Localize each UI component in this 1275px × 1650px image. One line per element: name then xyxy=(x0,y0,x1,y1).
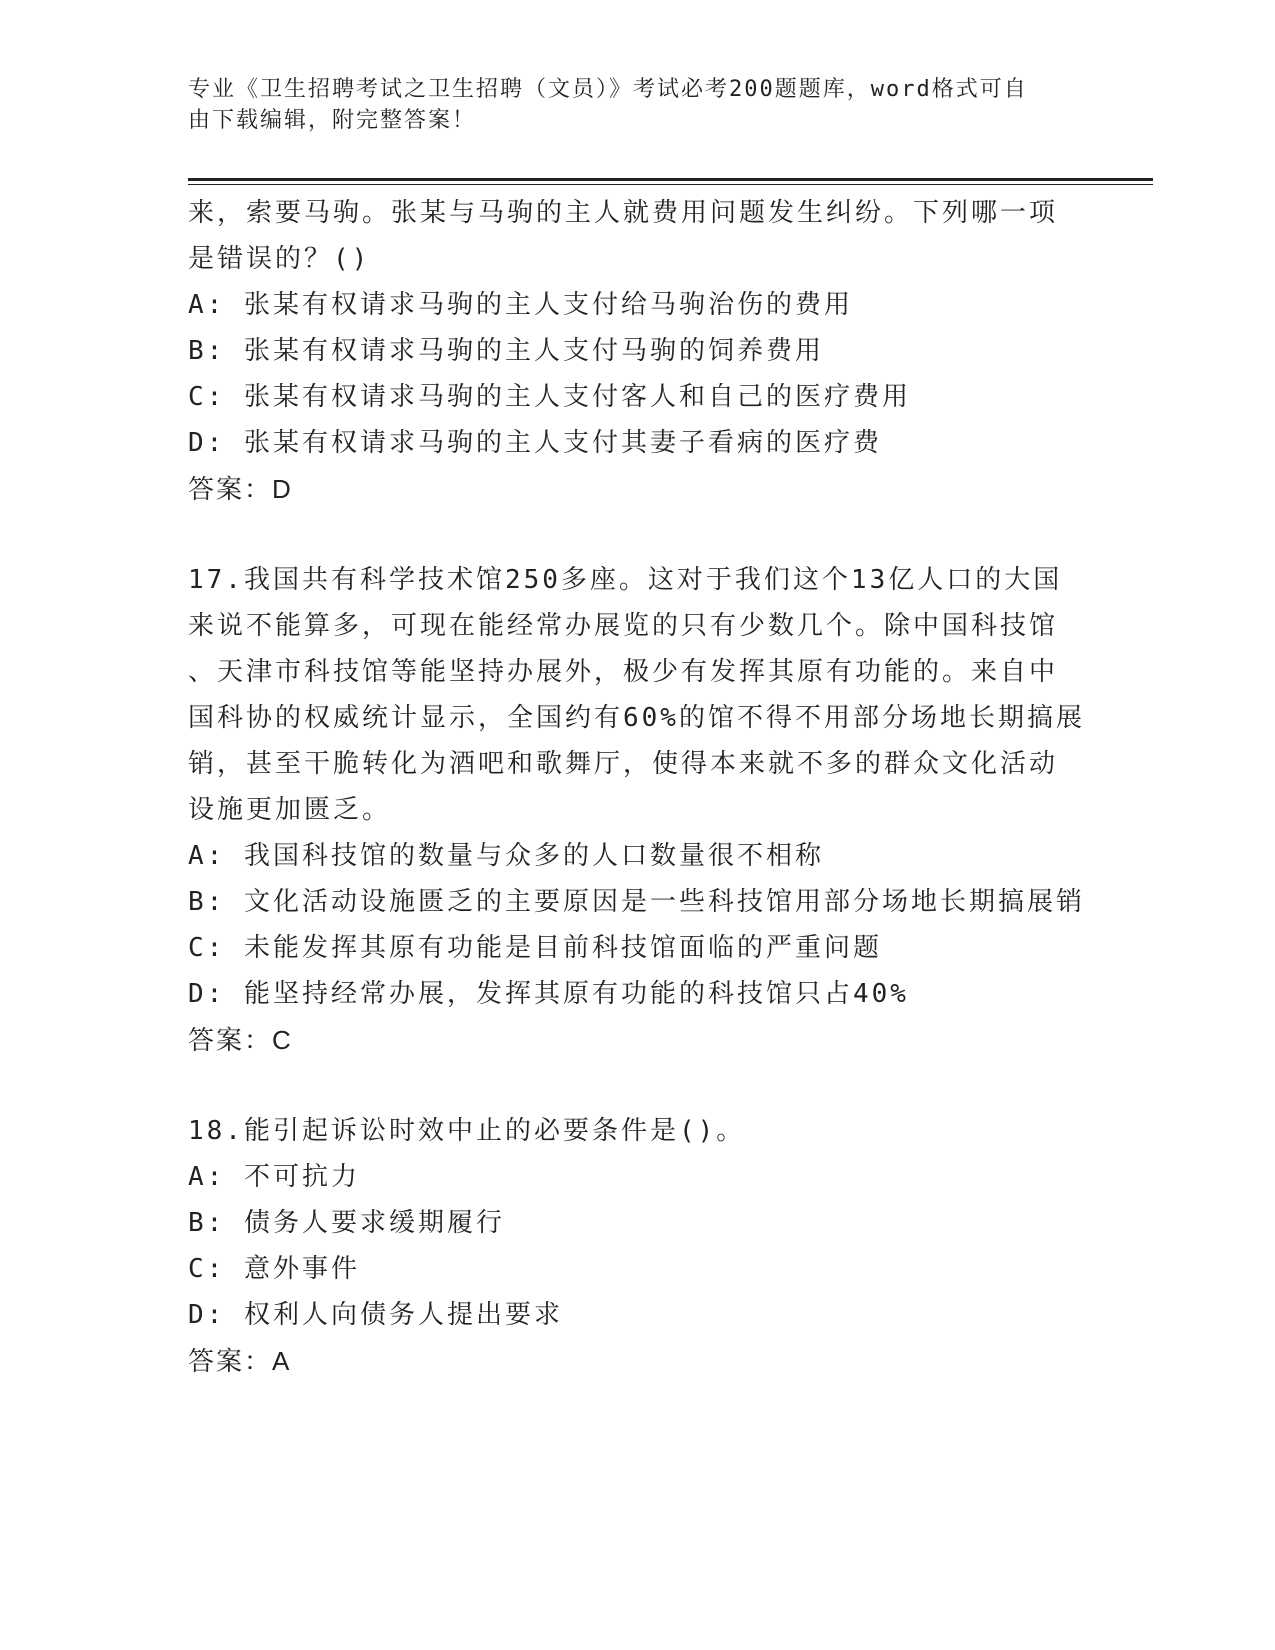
question-16 xyxy=(188,190,1088,512)
header-line-1: 专业《卫生招聘考试之卫生招聘（文员）》考试必考200题题库，word格式可自 xyxy=(188,77,1028,102)
option-a: A: 我国科技馆的数量与众多的人口数量很不相称 xyxy=(188,841,824,871)
option-b: B: 张某有权请求马驹的主人支付马驹的饲养费用 xyxy=(188,336,824,366)
header-line-2: 由下载编辑，附完整答案！ xyxy=(188,108,477,133)
option-c: C: 未能发挥其原有功能是目前科技馆面临的严重问题 xyxy=(188,933,882,963)
document-header xyxy=(188,74,1078,136)
option-d: D: 权利人向债务人提出要求 xyxy=(188,1300,563,1330)
answer-line: 答案：D xyxy=(188,474,293,504)
question-content xyxy=(188,190,1088,1384)
question-stem-line: 国科协的权威统计显示，全国约有60%的馆不得不用部分场地长期搞展 xyxy=(188,703,1085,733)
question-stem-line: 18.能引起诉讼时效中止的必要条件是()。 xyxy=(188,1116,746,1146)
question-stem-line: 来，索要马驹。张某与马驹的主人就费用问题发生纠纷。下列哪一项 xyxy=(188,198,1059,228)
question-17 xyxy=(188,557,1088,1063)
answer-line: 答案：C xyxy=(188,1025,293,1055)
option-b: B: 债务人要求缓期履行 xyxy=(188,1208,505,1238)
option-d: D: 张某有权请求马驹的主人支付其妻子看病的医疗费 xyxy=(188,428,882,458)
header-rule-thick xyxy=(188,178,1153,181)
question-18 xyxy=(188,1108,1088,1384)
question-spacer xyxy=(188,1063,1088,1108)
option-b: B: 文化活动设施匮乏的主要原因是一些科技馆用部分场地长期搞展销 xyxy=(188,887,1085,917)
question-stem-line: 设施更加匮乏。 xyxy=(188,795,392,825)
question-spacer xyxy=(188,512,1088,557)
question-stem-line: 来说不能算多，可现在能经常办展览的只有少数几个。除中国科技馆 xyxy=(188,611,1059,641)
header-rule-thin xyxy=(188,184,1153,185)
question-stem-line: 17.我国共有科学技术馆250多座。这对于我们这个13亿人口的大国 xyxy=(188,565,1063,595)
option-a: A: 不可抗力 xyxy=(188,1162,360,1192)
question-stem-line: 是错误的？() xyxy=(188,244,371,274)
question-stem-line: 销，甚至干脆转化为酒吧和歌舞厅，使得本来就不多的群众文化活动 xyxy=(188,749,1059,779)
option-c: C: 意外事件 xyxy=(188,1254,360,1284)
option-a: A: 张某有权请求马驹的主人支付给马驹治伤的费用 xyxy=(188,290,853,320)
option-d: D: 能坚持经常办展，发挥其原有功能的科技馆只占40% xyxy=(188,979,909,1009)
answer-line: 答案：A xyxy=(188,1346,292,1376)
option-c: C: 张某有权请求马驹的主人支付客人和自己的医疗费用 xyxy=(188,382,911,412)
question-stem-line: 、天津市科技馆等能坚持办展外，极少有发挥其原有功能的。来自中 xyxy=(188,657,1059,687)
